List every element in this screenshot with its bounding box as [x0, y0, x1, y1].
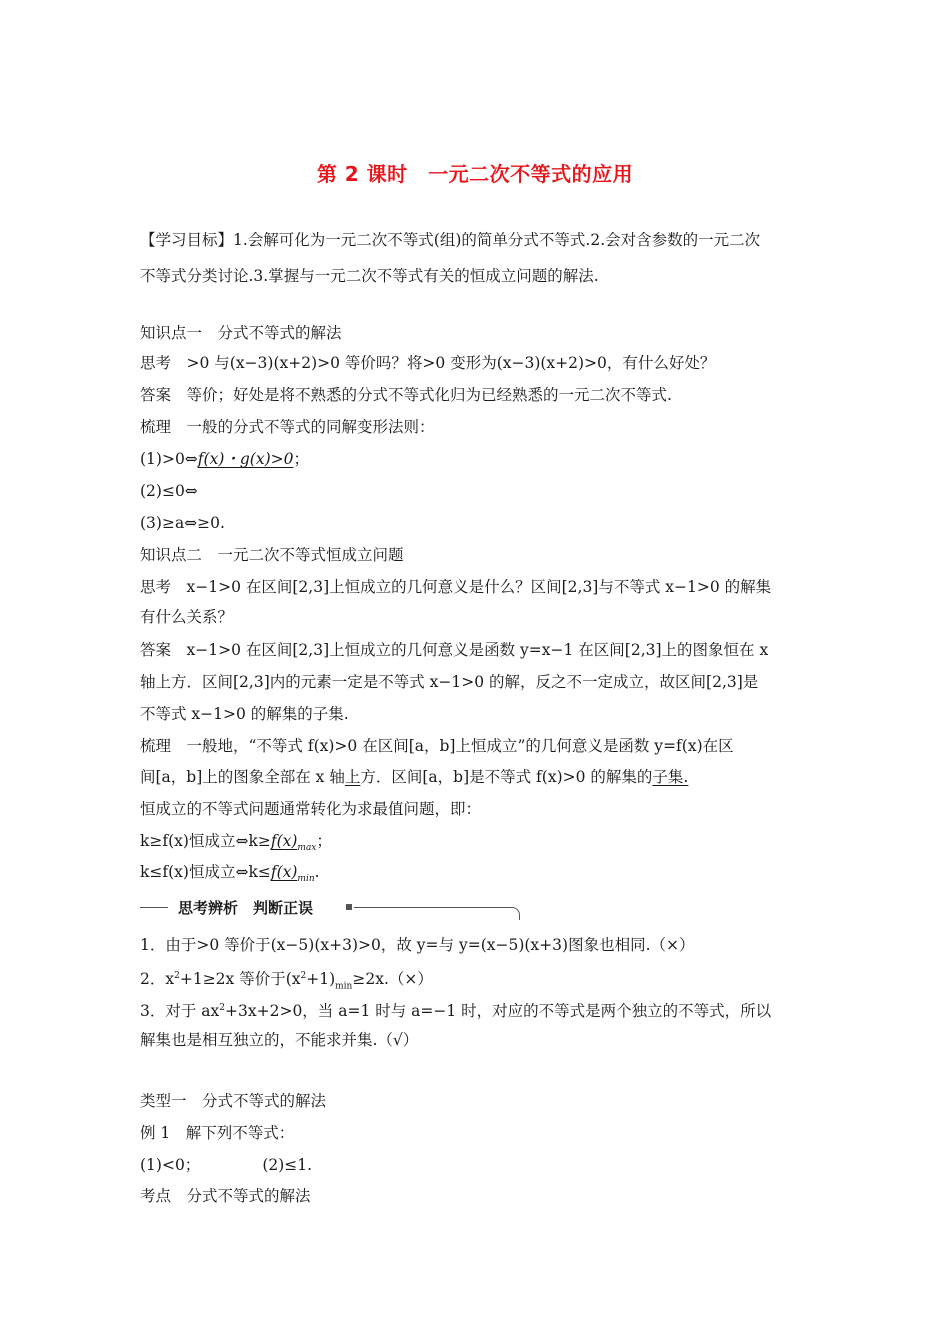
kp2-heading: 知识点二 一元二次不等式恒成立问题: [140, 546, 404, 564]
item2-b: +1≥2x 等价于(x: [179, 970, 301, 989]
judgment-item-3-line-2: 解集也是相互独立的，不能求并集.（√）: [140, 1031, 419, 1049]
review2-text-a: 间[a，b]上的图象全部在 x 轴: [140, 768, 345, 786]
kp2-think-2: 有什么关系？: [140, 608, 234, 626]
min-subscript: min: [297, 874, 315, 885]
review2-blank-1: 上: [344, 768, 361, 786]
item3-a: 3．对于 ax: [140, 1002, 220, 1021]
banner-corner: [509, 907, 520, 920]
item2-sub: min: [335, 981, 353, 992]
page-title: 第 2 课时 一元二次不等式的应用: [316, 162, 634, 186]
objectives-label: 【学习目标】: [140, 231, 234, 249]
banner-rule-right: [354, 907, 511, 908]
example-1-parts: [140, 1154, 820, 1176]
kp1-review: 梳理 一般的分式不等式的同解变形法则：: [140, 418, 435, 436]
banner-title: 思考辨析 判断正误: [174, 897, 317, 918]
kp2-answer-2: 轴上方．区间[2,3]内的元素一定是不等式 x−1>0 的解，反之不一定成立，故区间[2,3]是: [140, 673, 759, 691]
rule1-prefix: (1)>0⇔: [140, 450, 198, 468]
max-suffix: ；: [316, 832, 332, 850]
max-blank: [270, 832, 317, 854]
item3-sup: 2: [219, 1003, 226, 1013]
kp2-max-rule: [140, 830, 820, 859]
item2-c: +1): [306, 970, 336, 989]
item2-sup-1: 2: [174, 971, 180, 981]
judgment-item-3: [140, 997, 820, 1022]
max-subscript: max: [297, 843, 317, 854]
kp2-review-2: [140, 766, 820, 788]
objectives-line-1: [140, 229, 820, 251]
min-prefix: k≤f(x)恒成立⇔k≤: [140, 863, 271, 881]
judgment-item-2: [140, 965, 820, 997]
item2-a: 2．x: [140, 970, 175, 989]
min-blank-text: f(x): [270, 863, 298, 881]
item3-b: +3x+2>0，当 a=1 时与 a=−1 时，对应的不等式是两个独立的不等式，所以: [225, 1002, 772, 1021]
objectives-text-1: 1.会解可化为一元二次不等式(组)的简单分式不等式.2.会对含参数的一元二次: [233, 231, 761, 249]
review2-blank-2: 子集.: [652, 768, 689, 786]
kp1-think: 思考 >0 与(x−3)(x+2)>0 等价吗？将>0 变形为(x−3)(x+2)>0，有什么好处？: [140, 354, 716, 372]
banner-rule-left: [140, 907, 168, 908]
min-blank: [270, 863, 315, 885]
review2-text-b: 方．区间[a，b]是不等式 f(x)>0 的解集的: [360, 768, 653, 786]
part-2: (2)≤1.: [262, 1156, 313, 1174]
kp2-answer-1: 答案 x−1>0 在区间[2,3]上恒成立的几何意义是函数 y=x−1 在区间[2,3]上的图象恒在 x: [140, 641, 769, 659]
type1-heading: 类型一 分式不等式的解法: [140, 1092, 327, 1110]
objectives-line-2: 不等式分类讨论.3.掌握与一元二次不等式有关的恒成立问题的解法.: [140, 267, 599, 285]
kp2-review-1: 梳理 一般地，“不等式 f(x)>0 在区间[a，b]上恒成立”的几何意义是函数 y=f(x)在区: [140, 737, 734, 755]
judgment-item-1: 1．由于>0 等价于(x−5)(x+3)>0，故 y=与 y=(x−5)(x+3)图象也相同.（×）: [140, 936, 695, 954]
item2-d: ≥2x.（×）: [352, 970, 433, 989]
topic-line: 考点 分式不等式的解法: [140, 1187, 311, 1205]
item2-sup-2: 2: [300, 971, 307, 981]
max-blank-text: f(x): [270, 832, 298, 850]
kp2-think-1: 思考 x−1>0 在区间[2,3]上恒成立的几何意义是什么？区间[2,3]与不等式 x−1>0 的解集: [140, 578, 772, 596]
kp1-rule-2: (2)≤0⇔: [140, 482, 198, 500]
kp1-rule-3: (3)≥a⇔≥0.: [140, 514, 225, 532]
kp2-answer-3: 不等式 x−1>0 的解集的子集.: [140, 705, 349, 723]
kp2-min-rule: [140, 861, 820, 890]
max-prefix: k≥f(x)恒成立⇔k≥: [140, 832, 271, 850]
kp1-answer: 答案 等价；好处是将不熟悉的分式不等式化归为已经熟悉的一元二次不等式.: [140, 386, 672, 404]
part-1: (1)<0；: [140, 1156, 201, 1174]
banner-square-icon: [346, 904, 352, 910]
kp1-rule-1: [140, 448, 820, 470]
example-1: 例 1 解下列不等式：: [140, 1124, 295, 1142]
rule1-blank: f(x)・g(x)>0: [197, 450, 294, 468]
kp1-heading: 知识点一 分式不等式的解法: [140, 324, 342, 342]
kp2-review-3: 恒成立的不等式问题通常转化为求最值问题，即：: [140, 800, 482, 818]
rule1-suffix: ；: [293, 450, 309, 468]
min-suffix: .: [314, 863, 320, 881]
section-banner: [140, 896, 520, 920]
